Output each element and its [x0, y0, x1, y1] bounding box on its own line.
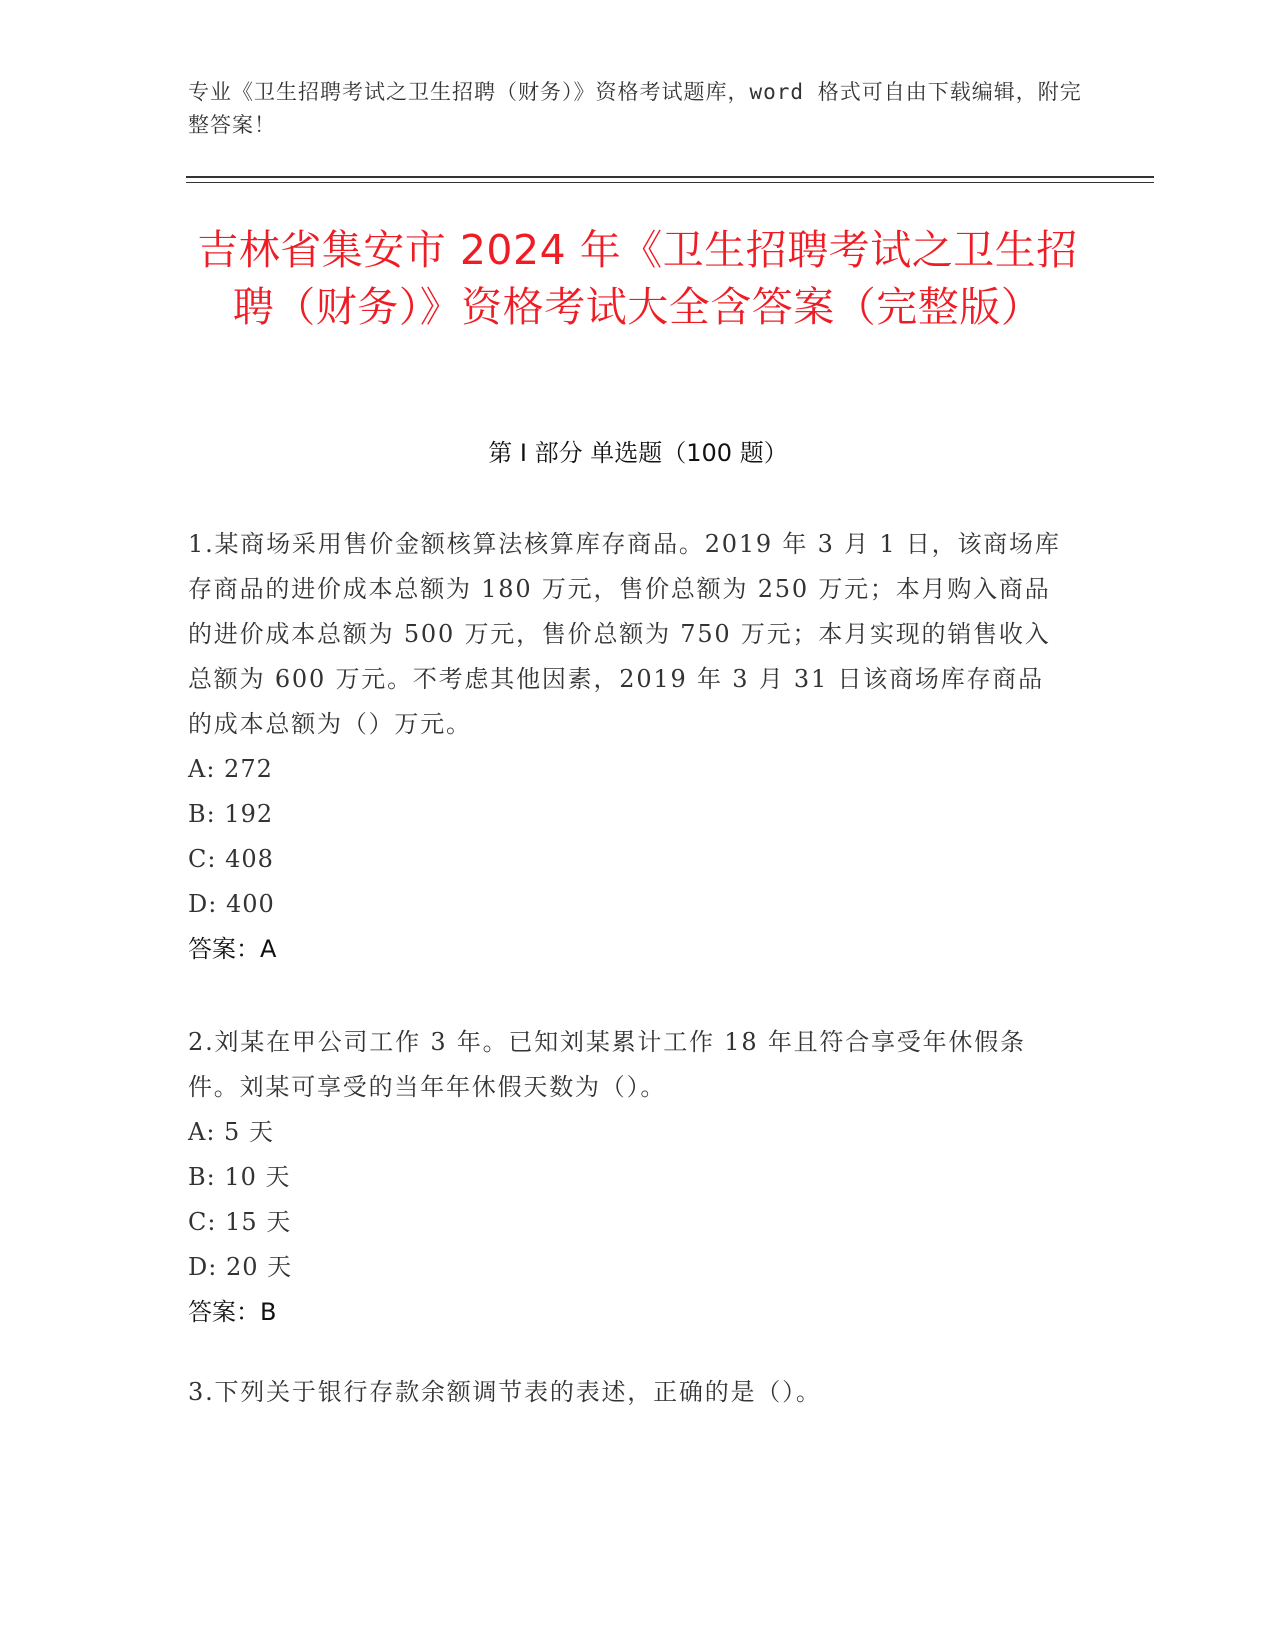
question-3 — [188, 1370, 1068, 1415]
question-2 — [188, 1020, 1068, 1335]
header-divider-thin — [186, 182, 1154, 183]
answer: 答案：B — [188, 1298, 277, 1326]
option-d: D: 20 天 — [188, 1253, 293, 1281]
answer: 答案：A — [188, 935, 277, 963]
question-stem: 2.刘某在甲公司工作 3 年。已知刘某累计工作 18 年且符合享受年休假条件。刘某可享受的当年年休假天数为（）。 — [188, 1028, 1026, 1101]
header-divider-thick — [186, 176, 1154, 178]
header-note: 专业《卫生招聘考试之卫生招聘（财务）》资格考试题库，word 格式可自由下载编辑，附完整答案！ — [188, 80, 1082, 137]
option-c: C: 408 — [188, 845, 274, 873]
section-title: 第 I 部分 单选题（100 题） — [488, 439, 788, 467]
question-1 — [188, 522, 1068, 972]
option-a: A: 272 — [188, 755, 273, 783]
option-b: B: 10 天 — [188, 1163, 291, 1191]
option-d: D: 400 — [188, 890, 275, 918]
question-stem: 1.某商场采用售价金额核算法核算库存商品。2019 年 3 月 1 日，该商场库存商品的进价成本总额为 180 万元，售价总额为 250 万元；本月购入商品的进价成本总额为 500 万元，售价总额为 750 万元；本月实现的销售收入总额为 600 万元。不考虑其他因素，2019 年 3 月 31 日该商场库存商品的成本总额为（）万元。 — [188, 530, 1061, 738]
option-b: B: 192 — [188, 800, 274, 828]
document-title: 吉林省集安市 2024 年《卫生招聘考试之卫生招聘（财务）》资格考试大全含答案（完整版） — [197, 226, 1078, 331]
option-a: A: 5 天 — [188, 1118, 274, 1146]
question-stem: 3.下列关于银行存款余额调节表的表述，正确的是（）。 — [188, 1378, 822, 1406]
option-c: C: 15 天 — [188, 1208, 292, 1236]
